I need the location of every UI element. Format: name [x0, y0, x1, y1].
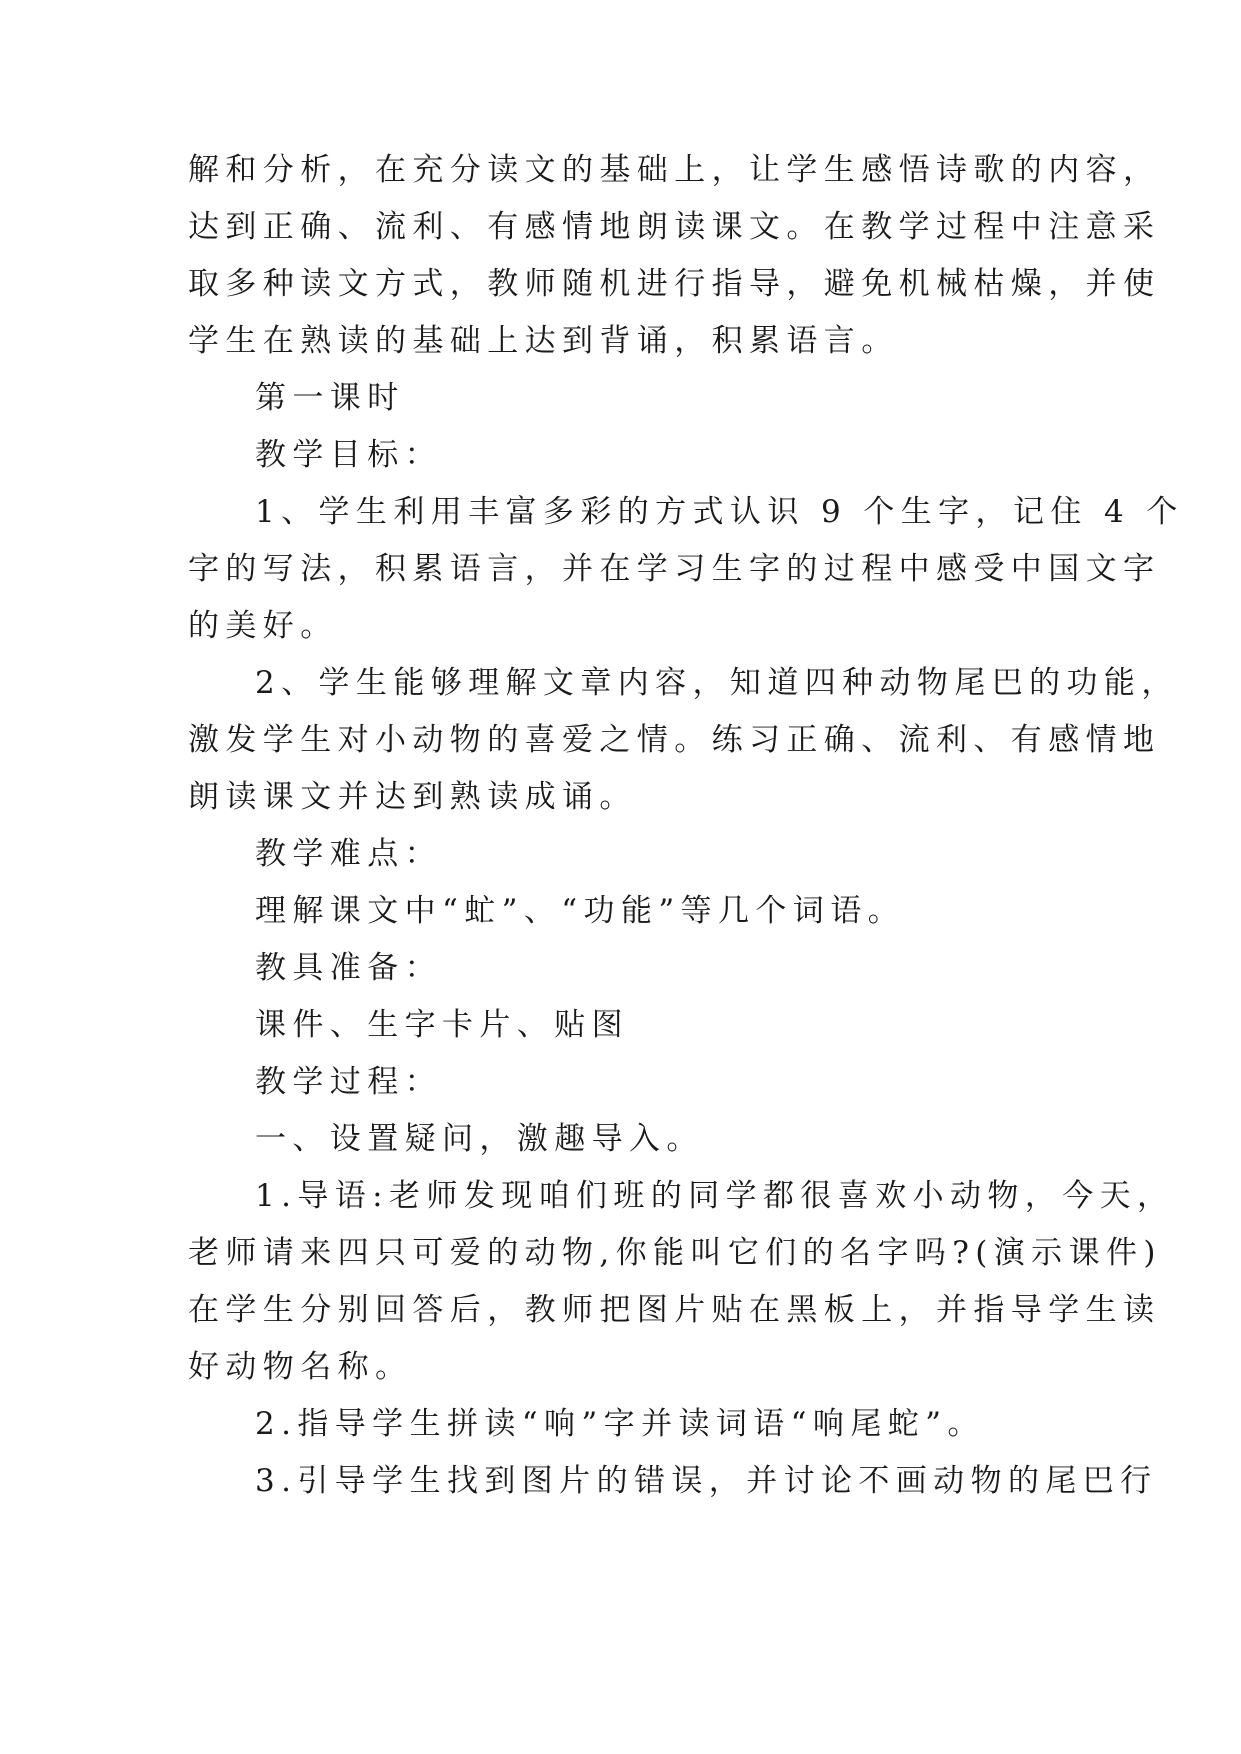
- paragraph-line: 1.导语:老师发现咱们班的同学都很喜欢小动物，今天，: [255, 1178, 1175, 1214]
- paragraph-line: 在学生分别回答后，教师把图片贴在黑板上，并指导学生读: [188, 1292, 1161, 1328]
- paragraph-line: 激发学生对小动物的喜爱之情。练习正确、流利、有感情地: [188, 722, 1161, 758]
- section-heading: 教具准备：: [255, 950, 442, 986]
- section-heading: 教学难点：: [255, 836, 442, 872]
- section-heading: 一、设置疑问，激趣导入。: [255, 1121, 704, 1157]
- paragraph-line: 2、学生能够理解文章内容，知道四种动物尾巴的功能，: [255, 665, 1179, 701]
- paragraph-line: 朗读课文并达到熟读成诵。: [188, 779, 637, 815]
- paragraph-line: 的美好。: [188, 608, 338, 644]
- paragraph-line: 1、学生利用丰富多彩的方式认识 9 个生字，记住 4 个: [255, 494, 1184, 530]
- section-heading: 教学过程：: [255, 1064, 442, 1100]
- paragraph-line: 学生在熟读的基础上达到背诵，积累语言。: [188, 323, 899, 359]
- paragraph-line: 课件、生字卡片、贴图: [255, 1007, 629, 1043]
- paragraph-line: 字的写法，积累语言，并在学习生字的过程中感受中国文字: [188, 551, 1161, 587]
- section-heading: 教学目标：: [255, 437, 442, 473]
- paragraph-line: 解和分析，在充分读文的基础上，让学生感悟诗歌的内容，: [188, 152, 1161, 188]
- paragraph-line: 取多种读文方式，教师随机进行指导，避免机械枯燥，并使: [188, 266, 1161, 302]
- paragraph-line: 理解课文中“虻”、“功能”等几个词语。: [255, 893, 905, 929]
- paragraph-line: 3.引导学生找到图片的错误，并讨论不画动物的尾巴行: [255, 1463, 1158, 1499]
- paragraph-line: 老师请来四只可爱的动物,你能叫它们的名字吗?(演示课件): [188, 1235, 1162, 1271]
- paragraph-line: 达到正确、流利、有感情地朗读课文。在教学过程中注意采: [188, 209, 1161, 245]
- section-heading: 第一课时: [255, 380, 405, 416]
- paragraph-line: 2.指导学生拼读“响”字并读词语“响尾蛇”。: [255, 1406, 985, 1442]
- paragraph-line: 好动物名称。: [188, 1349, 413, 1385]
